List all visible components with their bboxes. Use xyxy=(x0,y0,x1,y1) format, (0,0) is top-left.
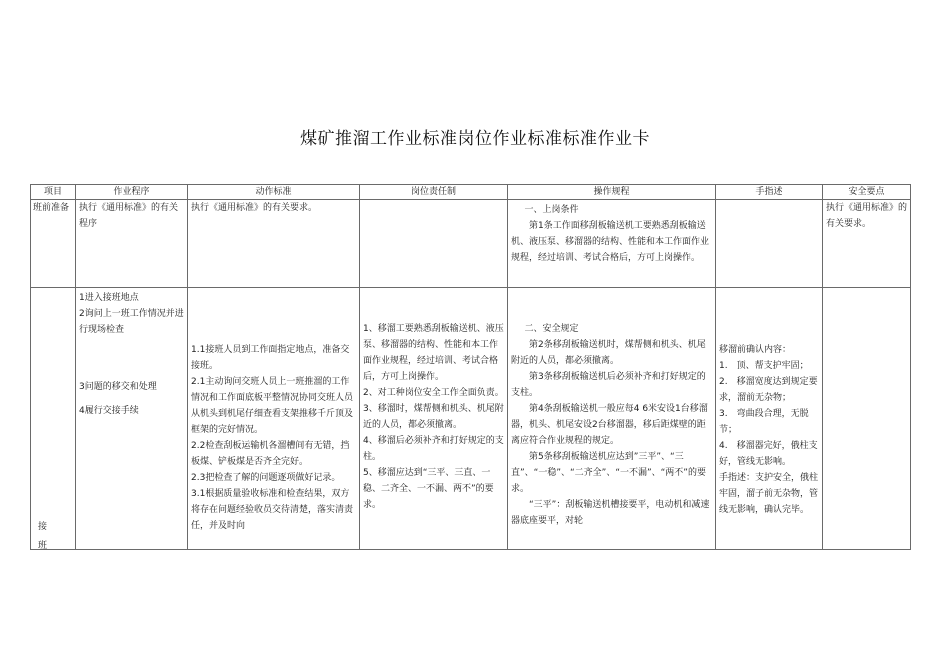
action-item: 2.1主动询问交班人员上一班推溜的工作情况和工作面底板平整情况协同交班人员从机头到机尾仔细查看支架推移千斤顶及框架的完好情况。 xyxy=(191,377,354,435)
ops-paragraph: 第2条移刮板输送机时，煤帮侧和机头、机尾附近的人员，都必须撤离。 xyxy=(511,340,706,366)
header-operating-rules: 操作规程 xyxy=(508,185,716,200)
row2-procedure xyxy=(76,288,188,550)
row1-finger xyxy=(716,200,823,288)
procedure-step: 1进入接班地点 xyxy=(79,293,139,303)
table-row xyxy=(31,200,911,288)
action-item: 2.3把检查了解的问题逐项做好记录。 xyxy=(191,473,341,483)
finger-item: 手指述：支护安全，俄柱牢固，溜子前无杂物，管线无影响，确认完毕。 xyxy=(719,473,819,515)
row2-duty xyxy=(360,288,508,550)
procedure-step: 4履行交接手续 xyxy=(79,406,139,416)
row2-item xyxy=(31,288,76,550)
ops-paragraph: 第5条移刮板输送机应达到”三平”、“三直”、“一稳”、“二齐全”、“一不漏”、“两不”的要求。 xyxy=(511,452,706,494)
ops-section-heading: 二、安全规定 xyxy=(524,324,579,334)
row2-finger xyxy=(716,288,823,550)
duty-item: 5、移溜应达到“三平、三直、一稳、二齐全、一不漏、两不”的要求。 xyxy=(363,468,494,510)
action-item: 1.1接班人员到工作面指定地点，准备交接班。 xyxy=(191,345,350,371)
procedure-step: 2询问上一班工作情况并进行现场检查 xyxy=(79,309,184,335)
row1-safety: 执行《通用标准》的有关要求。 xyxy=(823,200,911,288)
action-item: 3.1根据质量验收标准和检查结果，双方将存在问题经验收员交待清楚，落实清责任，并及时向 xyxy=(191,489,354,531)
table-header-row xyxy=(31,185,911,200)
duty-item: 1、移溜工要熟悉刮板输送机、液压泵、移溜器的结构、性能和本工作面作业规程，经过培训、考试合格后，方可上岗操作。 xyxy=(363,324,504,382)
finger-item: 4. 移溜器完好，俄柱支好，管线无影响。 xyxy=(719,441,818,467)
ops-paragraph: 第3条移刮板输送机后必须补齐和打好规定的支柱。 xyxy=(511,372,706,398)
ops-paragraph: 第4条刮板输送机一般应每4 6米安设1台移溜器，机头、机尾安设2台移溜器，移后距煤壁的距离应符合作业规程的规定。 xyxy=(511,404,708,446)
ops-section-heading: 一、上岗条件 xyxy=(524,205,579,215)
duty-item: 4、移溜后必须补齐和打好规定的支柱。 xyxy=(363,436,504,462)
row1-procedure: 执行《通用标准》的有关程序 xyxy=(76,200,188,288)
header-action-standard: 动作标准 xyxy=(188,185,360,200)
row1-duty xyxy=(360,200,508,288)
row2-item-char-2: 班 xyxy=(38,541,48,550)
finger-item: 3. 弯曲段合理，无脱节； xyxy=(719,409,809,435)
ops-paragraph: “三平”：刮板输送机槽接要平，电动机和减速器底座要平，对轮 xyxy=(511,500,710,526)
finger-item: 2. 移溜宽度达到规定要求，溜前无杂物； xyxy=(719,377,818,403)
row1-item: 班前准备 xyxy=(31,200,76,288)
finger-item: 移溜前确认内容： xyxy=(719,345,792,355)
finger-item: 1. 顶、帮支护牢固； xyxy=(719,361,809,371)
work-card-table xyxy=(30,184,911,550)
table-row xyxy=(31,288,911,550)
row2-ops xyxy=(508,288,716,550)
header-item: 项目 xyxy=(31,185,76,200)
procedure-step: 3问题的移交和处理 xyxy=(79,382,157,392)
row2-action xyxy=(188,288,360,550)
header-finger-pointing: 手指述 xyxy=(716,185,823,200)
row1-ops xyxy=(508,200,716,288)
action-item: 2.2检查刮板运输机各溜槽间有无错，挡板煤、铲板煤是否齐全完好。 xyxy=(191,441,350,467)
row1-action: 执行《通用标准》的有关要求。 xyxy=(188,200,360,288)
header-safety-points: 安全要点 xyxy=(823,185,911,200)
row2-item-char-1: 接 xyxy=(38,522,48,532)
duty-item: 2、对工种岗位安全工作全面负责。 xyxy=(363,388,504,398)
header-procedure: 作业程序 xyxy=(76,185,188,200)
header-duty: 岗位责任制 xyxy=(360,185,508,200)
row2-safety xyxy=(823,288,911,550)
duty-item: 3、移溜时，煤帮侧和机头、机尾附近的人员，都必须撤离。 xyxy=(363,404,504,430)
ops-paragraph: 第1条工作面移刮板输送机工要熟悉刮板输送机、液压泵、移溜器的结构、性能和本工作面作业规程，经过培训、考试合格后，方可上岗操作。 xyxy=(511,221,710,263)
page-title: 煤矿推溜工作业标准岗位作业标准标准作业卡 xyxy=(300,129,650,149)
